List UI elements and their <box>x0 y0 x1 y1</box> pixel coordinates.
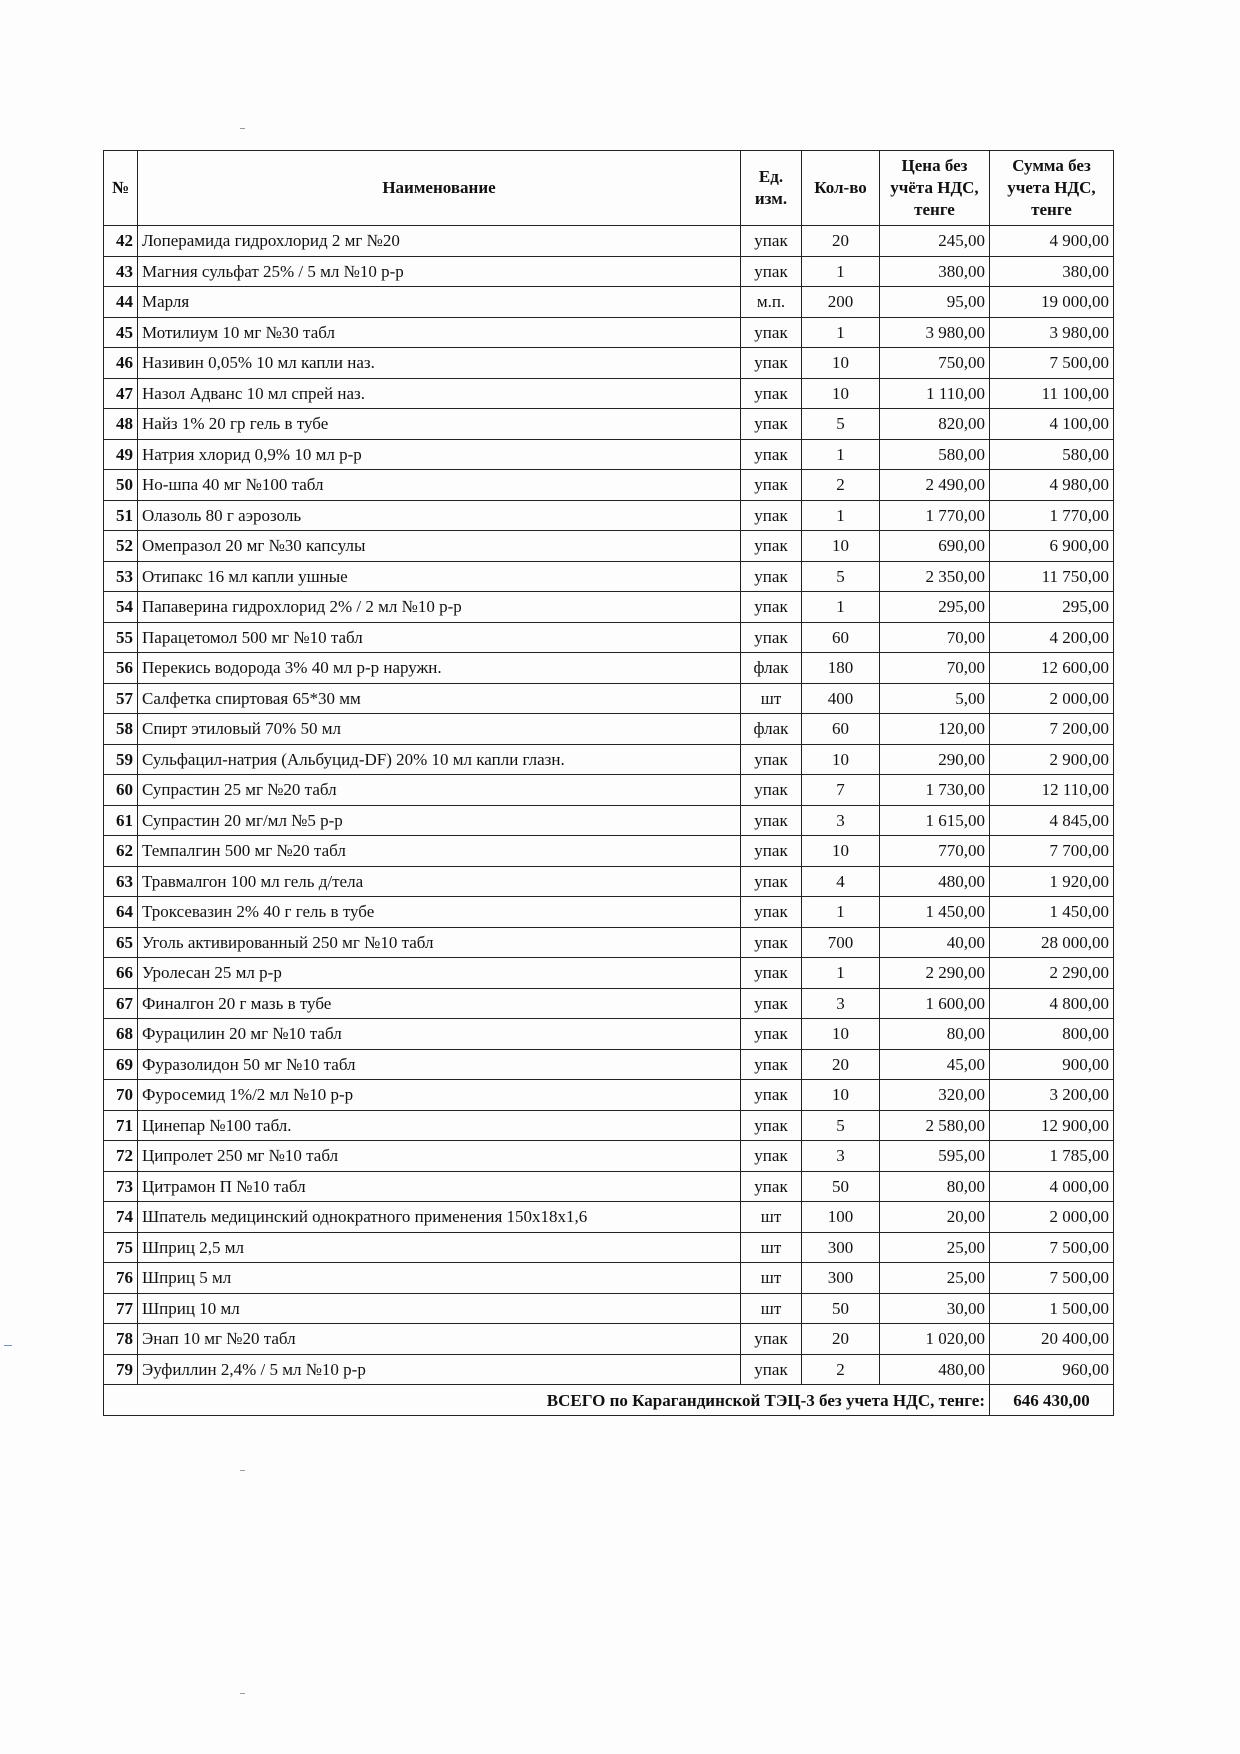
table-row <box>104 1171 1114 1202</box>
row-number: 74 <box>104 1202 138 1233</box>
row-number: 72 <box>104 1141 138 1172</box>
row-qty: 4 <box>802 866 880 897</box>
row-price: 245,00 <box>880 226 990 257</box>
row-price: 30,00 <box>880 1293 990 1324</box>
row-number: 65 <box>104 927 138 958</box>
table-row <box>104 1049 1114 1080</box>
row-number: 57 <box>104 683 138 714</box>
row-sum: 380,00 <box>990 256 1114 287</box>
row-qty: 20 <box>802 226 880 257</box>
row-sum: 7 700,00 <box>990 836 1114 867</box>
row-name: Фурацилин 20 мг №10 табл <box>138 1019 741 1050</box>
table-row <box>104 256 1114 287</box>
row-name: Фуразолидон 50 мг №10 табл <box>138 1049 741 1080</box>
table-row <box>104 927 1114 958</box>
row-price: 5,00 <box>880 683 990 714</box>
row-unit: упак <box>741 1049 802 1080</box>
row-price: 580,00 <box>880 439 990 470</box>
header-sum: Сумма без учета НДС, тенге <box>990 151 1114 226</box>
row-unit: м.п. <box>741 287 802 318</box>
row-sum: 2 000,00 <box>990 683 1114 714</box>
row-price: 20,00 <box>880 1202 990 1233</box>
row-sum: 580,00 <box>990 439 1114 470</box>
row-unit: упак <box>741 1324 802 1355</box>
row-price: 1 770,00 <box>880 500 990 531</box>
table-row <box>104 1263 1114 1294</box>
row-name: Травмалгон 100 мл гель д/тела <box>138 866 741 897</box>
row-price: 480,00 <box>880 1354 990 1385</box>
table-footer <box>104 1385 1114 1416</box>
row-qty: 3 <box>802 988 880 1019</box>
table-row <box>104 958 1114 989</box>
row-qty: 7 <box>802 775 880 806</box>
row-number: 79 <box>104 1354 138 1385</box>
row-price: 1 615,00 <box>880 805 990 836</box>
row-sum: 900,00 <box>990 1049 1114 1080</box>
row-number: 46 <box>104 348 138 379</box>
row-qty: 10 <box>802 531 880 562</box>
table-row <box>104 317 1114 348</box>
row-name: Шприц 2,5 мл <box>138 1232 741 1263</box>
row-unit: упак <box>741 775 802 806</box>
row-number: 60 <box>104 775 138 806</box>
row-unit: упак <box>741 1110 802 1141</box>
row-name: Салфетка спиртовая 65*30 мм <box>138 683 741 714</box>
row-price: 95,00 <box>880 287 990 318</box>
row-number: 42 <box>104 226 138 257</box>
row-qty: 3 <box>802 1141 880 1172</box>
scan-speck <box>240 1693 245 1694</box>
row-number: 77 <box>104 1293 138 1324</box>
row-qty: 10 <box>802 744 880 775</box>
price-table <box>103 150 1114 1416</box>
row-unit: упак <box>741 927 802 958</box>
table-row <box>104 226 1114 257</box>
row-sum: 12 900,00 <box>990 1110 1114 1141</box>
row-name: Шприц 10 мл <box>138 1293 741 1324</box>
row-sum: 960,00 <box>990 1354 1114 1385</box>
table-row <box>104 775 1114 806</box>
row-price: 70,00 <box>880 653 990 684</box>
table-row <box>104 1293 1114 1324</box>
row-sum: 3 980,00 <box>990 317 1114 348</box>
row-sum: 4 200,00 <box>990 622 1114 653</box>
row-name: Уролесан 25 мл р-р <box>138 958 741 989</box>
row-price: 1 600,00 <box>880 988 990 1019</box>
row-sum: 1 785,00 <box>990 1141 1114 1172</box>
row-unit: упак <box>741 866 802 897</box>
row-sum: 12 600,00 <box>990 653 1114 684</box>
row-price: 80,00 <box>880 1019 990 1050</box>
row-number: 54 <box>104 592 138 623</box>
row-unit: упак <box>741 1080 802 1111</box>
row-name: Омепразол 20 мг №30 капсулы <box>138 531 741 562</box>
row-unit: упак <box>741 622 802 653</box>
row-qty: 1 <box>802 317 880 348</box>
row-sum: 1 450,00 <box>990 897 1114 928</box>
row-price: 45,00 <box>880 1049 990 1080</box>
row-qty: 300 <box>802 1263 880 1294</box>
row-qty: 3 <box>802 805 880 836</box>
table-row <box>104 348 1114 379</box>
row-qty: 1 <box>802 958 880 989</box>
row-number: 47 <box>104 378 138 409</box>
row-qty: 10 <box>802 1080 880 1111</box>
row-sum: 28 000,00 <box>990 927 1114 958</box>
row-number: 53 <box>104 561 138 592</box>
row-qty: 1 <box>802 256 880 287</box>
row-number: 51 <box>104 500 138 531</box>
row-number: 59 <box>104 744 138 775</box>
row-sum: 4 980,00 <box>990 470 1114 501</box>
row-unit: упак <box>741 1019 802 1050</box>
row-qty: 50 <box>802 1293 880 1324</box>
row-price: 1 110,00 <box>880 378 990 409</box>
row-unit: упак <box>741 256 802 287</box>
row-name: Сульфацил-натрия (Альбуцид-DF) 20% 10 мл капли глазн. <box>138 744 741 775</box>
row-name: Називин 0,05% 10 мл капли наз. <box>138 348 741 379</box>
row-number: 44 <box>104 287 138 318</box>
row-unit: упак <box>741 592 802 623</box>
row-qty: 20 <box>802 1049 880 1080</box>
header-name: Наименование <box>138 151 741 226</box>
row-number: 68 <box>104 1019 138 1050</box>
header-no: № <box>104 151 138 226</box>
row-sum: 7 500,00 <box>990 1263 1114 1294</box>
row-sum: 2 000,00 <box>990 1202 1114 1233</box>
table-row <box>104 1110 1114 1141</box>
table-row <box>104 683 1114 714</box>
row-qty: 2 <box>802 470 880 501</box>
row-number: 62 <box>104 836 138 867</box>
table-row <box>104 1019 1114 1050</box>
row-sum: 19 000,00 <box>990 287 1114 318</box>
table-row <box>104 1232 1114 1263</box>
row-number: 45 <box>104 317 138 348</box>
row-name: Отипакс 16 мл капли ушные <box>138 561 741 592</box>
row-name: Троксевазин 2% 40 г гель в тубе <box>138 897 741 928</box>
row-unit: упак <box>741 805 802 836</box>
row-number: 64 <box>104 897 138 928</box>
row-unit: упак <box>741 958 802 989</box>
row-price: 2 290,00 <box>880 958 990 989</box>
table-row <box>104 714 1114 745</box>
row-name: Супрастин 20 мг/мл №5 р-р <box>138 805 741 836</box>
row-name: Шпатель медицинский однократного применения 150x18x1,6 <box>138 1202 741 1233</box>
table-row <box>104 805 1114 836</box>
header-price: Цена без учёта НДС, тенге <box>880 151 990 226</box>
row-name: Лоперамида гидрохлорид 2 мг №20 <box>138 226 741 257</box>
header-unit: Ед. изм. <box>741 151 802 226</box>
row-number: 67 <box>104 988 138 1019</box>
row-price: 290,00 <box>880 744 990 775</box>
row-unit: шт <box>741 1263 802 1294</box>
row-unit: упак <box>741 470 802 501</box>
row-number: 48 <box>104 409 138 440</box>
row-qty: 100 <box>802 1202 880 1233</box>
row-number: 55 <box>104 622 138 653</box>
table-row <box>104 439 1114 470</box>
row-name: Цитрамон П №10 табл <box>138 1171 741 1202</box>
table-row <box>104 531 1114 562</box>
row-number: 52 <box>104 531 138 562</box>
row-unit: упак <box>741 226 802 257</box>
table-row <box>104 500 1114 531</box>
row-qty: 10 <box>802 836 880 867</box>
row-qty: 5 <box>802 409 880 440</box>
row-name: Темпалгин 500 мг №20 табл <box>138 836 741 867</box>
row-name: Назол Адванс 10 мл спрей наз. <box>138 378 741 409</box>
table-row <box>104 988 1114 1019</box>
row-sum: 11 100,00 <box>990 378 1114 409</box>
row-unit: шт <box>741 1202 802 1233</box>
row-sum: 7 500,00 <box>990 348 1114 379</box>
row-qty: 10 <box>802 348 880 379</box>
row-unit: упак <box>741 836 802 867</box>
row-name: Найз 1% 20 гр гель в тубе <box>138 409 741 440</box>
row-sum: 800,00 <box>990 1019 1114 1050</box>
row-unit: упак <box>741 1354 802 1385</box>
row-sum: 1 770,00 <box>990 500 1114 531</box>
row-qty: 5 <box>802 561 880 592</box>
row-sum: 4 845,00 <box>990 805 1114 836</box>
table-row <box>104 470 1114 501</box>
row-unit: флак <box>741 653 802 684</box>
row-price: 2 490,00 <box>880 470 990 501</box>
row-number: 43 <box>104 256 138 287</box>
row-number: 61 <box>104 805 138 836</box>
row-price: 1 020,00 <box>880 1324 990 1355</box>
row-price: 25,00 <box>880 1232 990 1263</box>
row-qty: 400 <box>802 683 880 714</box>
row-price: 295,00 <box>880 592 990 623</box>
row-price: 690,00 <box>880 531 990 562</box>
row-price: 320,00 <box>880 1080 990 1111</box>
row-sum: 12 110,00 <box>990 775 1114 806</box>
row-sum: 295,00 <box>990 592 1114 623</box>
row-price: 70,00 <box>880 622 990 653</box>
row-qty: 5 <box>802 1110 880 1141</box>
row-qty: 300 <box>802 1232 880 1263</box>
row-price: 25,00 <box>880 1263 990 1294</box>
table-row <box>104 592 1114 623</box>
table-row <box>104 744 1114 775</box>
row-unit: упак <box>741 439 802 470</box>
row-price: 380,00 <box>880 256 990 287</box>
row-name: Магния сульфат 25% / 5 мл №10 р-р <box>138 256 741 287</box>
margin-mark <box>4 1345 12 1346</box>
total-row <box>104 1385 1114 1416</box>
row-unit: упак <box>741 348 802 379</box>
header-qty: Кол-во <box>802 151 880 226</box>
row-sum: 2 290,00 <box>990 958 1114 989</box>
row-name: Супрастин 25 мг №20 табл <box>138 775 741 806</box>
row-unit: шт <box>741 1293 802 1324</box>
row-unit: упак <box>741 744 802 775</box>
table-row <box>104 1324 1114 1355</box>
row-sum: 3 200,00 <box>990 1080 1114 1111</box>
table-row <box>104 897 1114 928</box>
row-price: 1 450,00 <box>880 897 990 928</box>
row-unit: упак <box>741 1141 802 1172</box>
row-number: 76 <box>104 1263 138 1294</box>
row-number: 63 <box>104 866 138 897</box>
row-name: Мотилиум 10 мг №30 табл <box>138 317 741 348</box>
row-price: 80,00 <box>880 1171 990 1202</box>
row-price: 770,00 <box>880 836 990 867</box>
table-row <box>104 287 1114 318</box>
table-row <box>104 1202 1114 1233</box>
row-sum: 4 900,00 <box>990 226 1114 257</box>
row-name: Папаверина гидрохлорид 2% / 2 мл №10 р-р <box>138 592 741 623</box>
row-unit: упак <box>741 409 802 440</box>
row-unit: шт <box>741 1232 802 1263</box>
row-qty: 10 <box>802 378 880 409</box>
row-unit: упак <box>741 317 802 348</box>
row-number: 70 <box>104 1080 138 1111</box>
table-row <box>104 561 1114 592</box>
row-number: 71 <box>104 1110 138 1141</box>
scan-speck <box>240 1470 245 1471</box>
row-qty: 2 <box>802 1354 880 1385</box>
total-label: ВСЕГО по Карагандинской ТЭЦ-3 без учета НДС, тенге: <box>104 1385 990 1416</box>
row-qty: 200 <box>802 287 880 318</box>
row-price: 480,00 <box>880 866 990 897</box>
row-name: Ципролет 250 мг №10 табл <box>138 1141 741 1172</box>
row-qty: 50 <box>802 1171 880 1202</box>
row-price: 2 350,00 <box>880 561 990 592</box>
row-qty: 60 <box>802 622 880 653</box>
row-name: Уголь активированный 250 мг №10 табл <box>138 927 741 958</box>
row-name: Цинепар №100 табл. <box>138 1110 741 1141</box>
row-number: 56 <box>104 653 138 684</box>
row-price: 595,00 <box>880 1141 990 1172</box>
row-sum: 1 500,00 <box>990 1293 1114 1324</box>
table-header <box>104 151 1114 226</box>
row-qty: 1 <box>802 439 880 470</box>
row-price: 120,00 <box>880 714 990 745</box>
row-qty: 1 <box>802 592 880 623</box>
total-value: 646 430,00 <box>990 1385 1114 1416</box>
row-name: Натрия хлорид 0,9% 10 мл р-р <box>138 439 741 470</box>
row-name: Эуфиллин 2,4% / 5 мл №10 р-р <box>138 1354 741 1385</box>
table-body <box>104 226 1114 1385</box>
table-row <box>104 1080 1114 1111</box>
row-qty: 20 <box>802 1324 880 1355</box>
row-sum: 4 100,00 <box>990 409 1114 440</box>
row-number: 66 <box>104 958 138 989</box>
row-name: Энап 10 мг №20 табл <box>138 1324 741 1355</box>
row-unit: упак <box>741 561 802 592</box>
row-name: Перекись водорода 3% 40 мл р-р наружн. <box>138 653 741 684</box>
row-number: 49 <box>104 439 138 470</box>
row-qty: 1 <box>802 500 880 531</box>
row-sum: 1 920,00 <box>990 866 1114 897</box>
row-number: 50 <box>104 470 138 501</box>
row-price: 40,00 <box>880 927 990 958</box>
row-qty: 180 <box>802 653 880 684</box>
row-sum: 6 900,00 <box>990 531 1114 562</box>
row-sum: 4 000,00 <box>990 1171 1114 1202</box>
row-price: 2 580,00 <box>880 1110 990 1141</box>
row-qty: 60 <box>802 714 880 745</box>
row-name: Парацетомол 500 мг №10 табл <box>138 622 741 653</box>
row-sum: 7 200,00 <box>990 714 1114 745</box>
row-unit: упак <box>741 1171 802 1202</box>
row-name: Фуросемид 1%/2 мл №10 р-р <box>138 1080 741 1111</box>
row-name: Марля <box>138 287 741 318</box>
row-name: Шприц 5 мл <box>138 1263 741 1294</box>
row-sum: 4 800,00 <box>990 988 1114 1019</box>
row-name: Но-шпа 40 мг №100 табл <box>138 470 741 501</box>
table-row <box>104 409 1114 440</box>
row-sum: 7 500,00 <box>990 1232 1114 1263</box>
row-unit: флак <box>741 714 802 745</box>
row-number: 58 <box>104 714 138 745</box>
row-sum: 20 400,00 <box>990 1324 1114 1355</box>
table-row <box>104 836 1114 867</box>
row-qty: 700 <box>802 927 880 958</box>
row-unit: упак <box>741 531 802 562</box>
row-unit: упак <box>741 500 802 531</box>
row-number: 75 <box>104 1232 138 1263</box>
table-row <box>104 1354 1114 1385</box>
row-price: 1 730,00 <box>880 775 990 806</box>
row-price: 3 980,00 <box>880 317 990 348</box>
row-name: Спирт этиловый 70% 50 мл <box>138 714 741 745</box>
row-sum: 11 750,00 <box>990 561 1114 592</box>
table-row <box>104 653 1114 684</box>
row-name: Финалгон 20 г мазь в тубе <box>138 988 741 1019</box>
table-row <box>104 378 1114 409</box>
scan-speck <box>240 128 245 129</box>
row-number: 69 <box>104 1049 138 1080</box>
row-name: Олазоль 80 г аэрозоль <box>138 500 741 531</box>
row-unit: упак <box>741 897 802 928</box>
table-row <box>104 866 1114 897</box>
row-unit: шт <box>741 683 802 714</box>
row-unit: упак <box>741 378 802 409</box>
row-unit: упак <box>741 988 802 1019</box>
row-price: 750,00 <box>880 348 990 379</box>
row-price: 820,00 <box>880 409 990 440</box>
row-number: 73 <box>104 1171 138 1202</box>
row-number: 78 <box>104 1324 138 1355</box>
row-qty: 1 <box>802 897 880 928</box>
row-sum: 2 900,00 <box>990 744 1114 775</box>
table-row <box>104 622 1114 653</box>
row-qty: 10 <box>802 1019 880 1050</box>
table-row <box>104 1141 1114 1172</box>
